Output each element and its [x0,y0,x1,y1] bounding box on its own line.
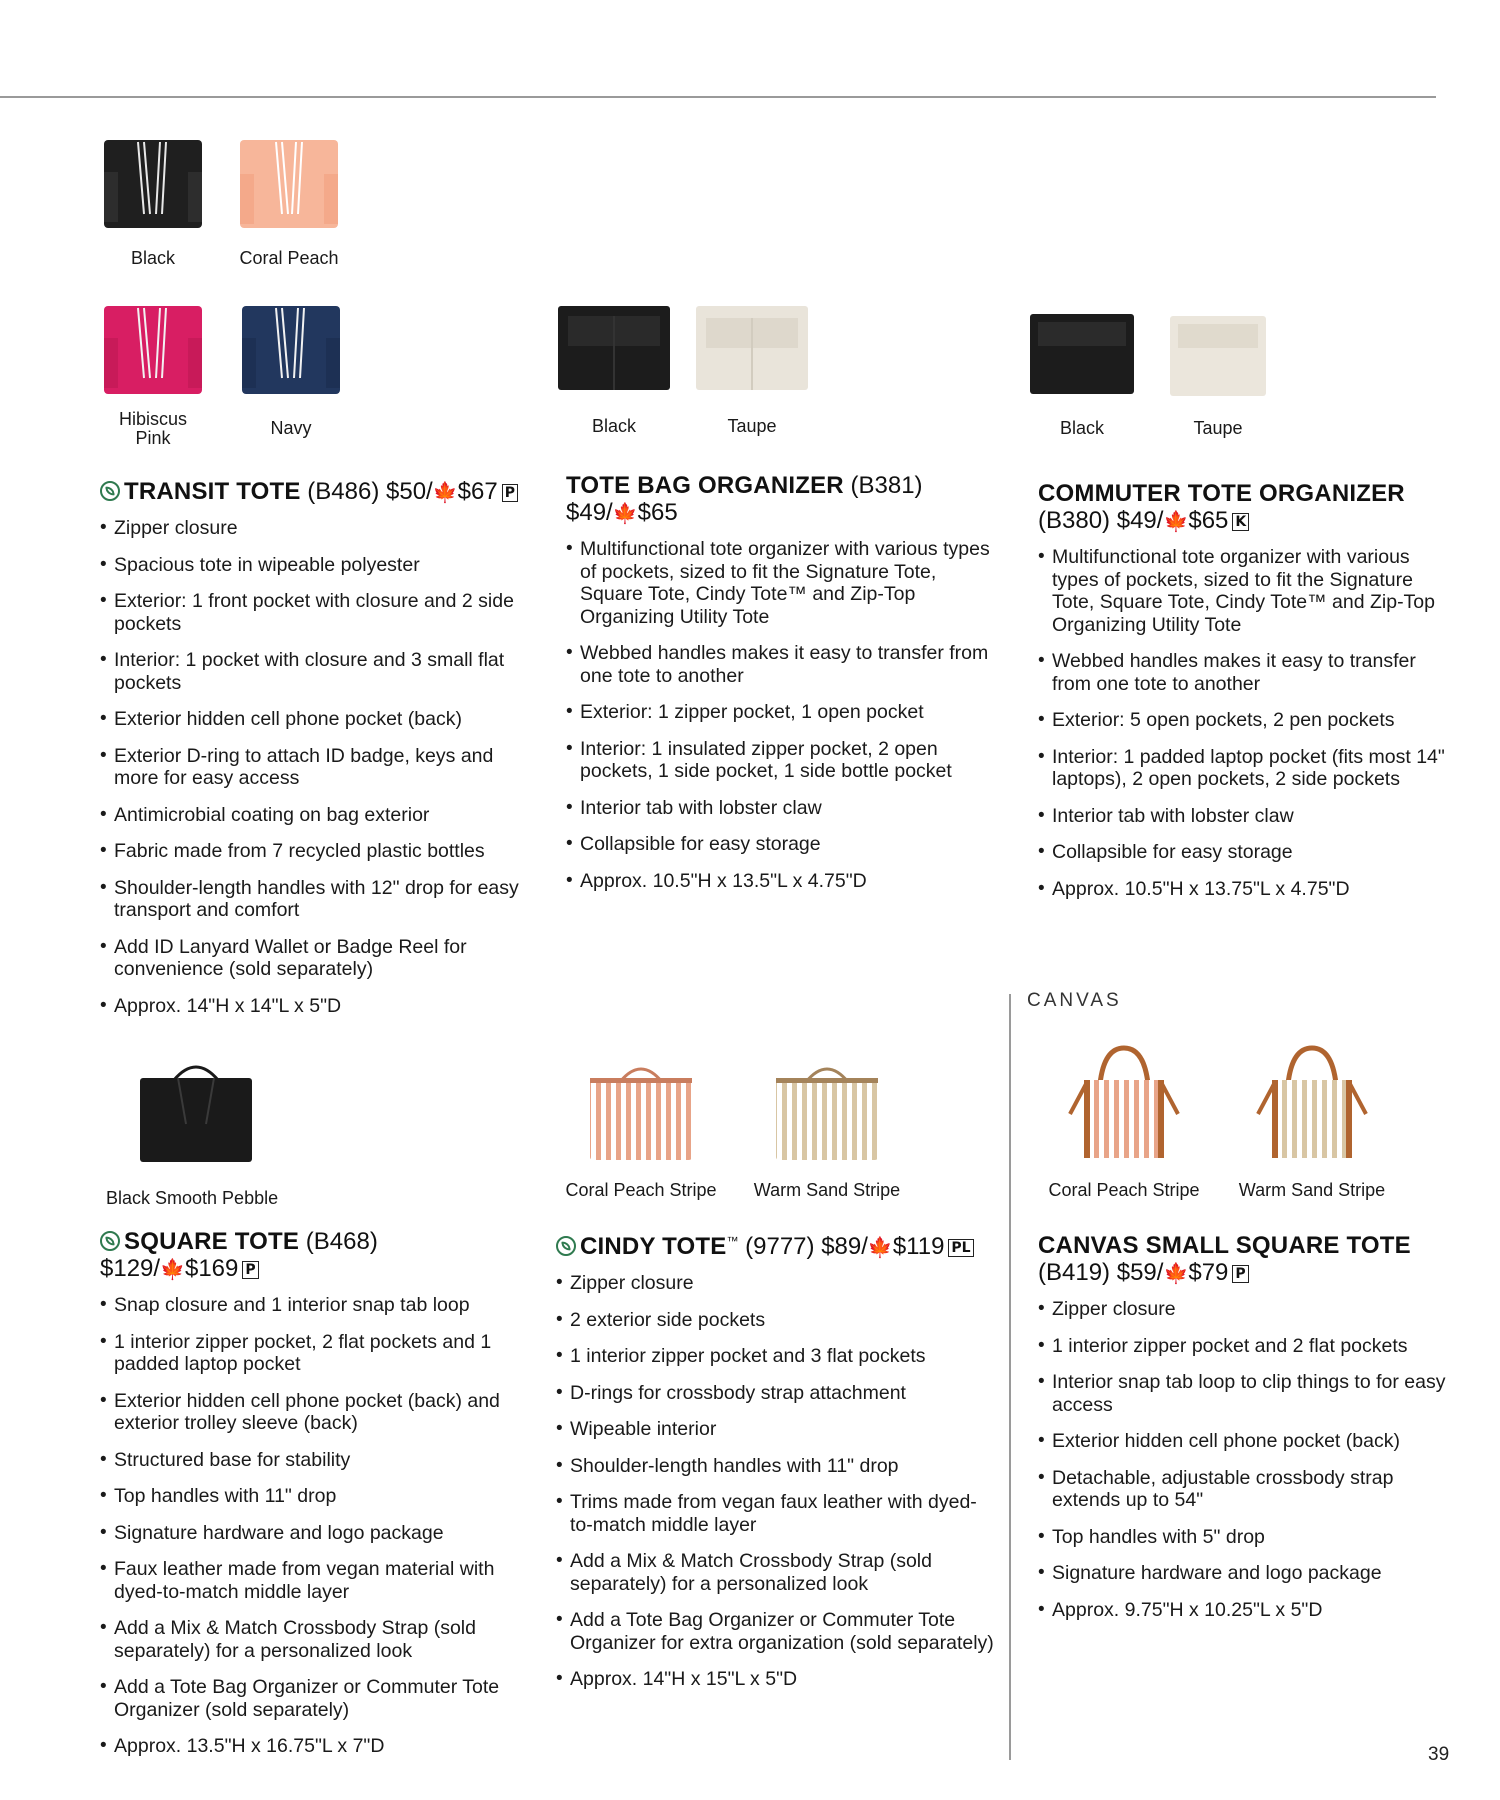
canvas-tote-coral-peach-stripe-image [1064,1044,1184,1162]
product-price: $49/ [1116,507,1164,534]
feature-bullet: • Approx. 10.5"H x 13.75"L x 4.75"D [1038,878,1458,901]
canvas-section-divider [1009,994,1011,1760]
feature-bullet: • Exterior: 5 open pockets, 2 pen pockets [1038,709,1458,732]
commuter-tote-organizer-black-image [1028,310,1136,396]
transit-tote-black-image [100,132,206,232]
feature-bullet: • 2 exterior side pockets [556,1309,996,1332]
feature-bullet: • Add ID Lanyard Wallet or Badge Reel for convenience (sold separately) [100,936,520,981]
feature-bullet: • Multifunctional tote organizer with various types of pockets, sized to fit the Signature Tote, Square Tote, Cindy Tote™ and Zip-Top Organizing Utility Tote [566,538,996,628]
cindy-tote-coral-peach-stripe-image [586,1056,696,1162]
feature-bullet: • 1 interior zipper pocket and 3 flat pockets [556,1345,996,1368]
cindy-tote-warm-sand-stripe-image [772,1056,882,1162]
eco-leaf-icon [556,1236,576,1256]
feature-bullet: • Interior: 1 pocket with closure and 3 small flat pockets [100,649,520,694]
swatch-canvas-warm-sand-stripe[interactable] [1238,1044,1386,1200]
swatch-transit-hibiscus-pink[interactable] [100,300,206,448]
transit-tote-hibiscus-pink-image [100,300,206,398]
feature-bullet: • Approx. 13.5"H x 16.75"L x 7"D [100,1735,520,1758]
feature-list [100,517,520,1017]
trademark-symbol: ™ [726,1234,739,1248]
product-square-tote [100,1228,520,1772]
feature-bullet: • Interior snap tab loop to clip things to for easy access [1038,1371,1458,1416]
feature-list [556,1272,996,1691]
top-divider [0,96,1436,98]
maple-leaf-icon: 🍁 [612,503,638,525]
maple-leaf-icon: 🍁 [1163,1263,1189,1285]
feature-bullet: • Zipper closure [556,1272,996,1295]
product-code: (B419) [1038,1259,1111,1286]
product-price: $59/ [1116,1259,1164,1286]
product-price-canada: $79 [1188,1259,1229,1286]
feature-bullet: • Wipeable interior [556,1418,996,1441]
swatch-label: Black Smooth Pebble [106,1188,279,1208]
swatch-cindy-warm-sand-stripe[interactable] [753,1056,901,1200]
personalization-badge: PL [948,1239,973,1257]
swatch-label: Navy [270,418,312,438]
product-name: SQUARE TOTE [124,1228,300,1255]
feature-bullet: • Exterior: 1 front pocket with closure and 2 side pockets [100,590,520,635]
personalization-badge: K [1232,513,1249,531]
feature-bullet: • Exterior: 1 zipper pocket, 1 open pocket [566,701,996,724]
canvas-tote-warm-sand-stripe-image [1252,1044,1372,1162]
product-price-canada: $65 [1188,507,1229,534]
page-number: 39 [1428,1744,1450,1765]
feature-bullet: • Webbed handles makes it easy to transfer from one tote to another [566,642,996,687]
feature-bullet: • 1 interior zipper pocket and 2 flat pockets [1038,1335,1458,1358]
swatch-transit-coral-peach[interactable] [236,134,342,268]
product-title [556,1228,996,1262]
feature-bullet: • Fabric made from 7 recycled plastic bottles [100,840,520,863]
feature-bullet: • Top handles with 11" drop [100,1485,520,1508]
feature-bullet: • Signature hardware and logo package [1038,1562,1458,1585]
product-price: $89/ [821,1233,868,1260]
feature-bullet: • Exterior hidden cell phone pocket (back) and exterior trolley sleeve (back) [100,1390,520,1435]
transit-tote-coral-peach-image [236,134,342,234]
swatch-canvas-coral-peach-stripe[interactable] [1048,1044,1200,1200]
feature-bullet: • Exterior D-ring to attach ID badge, keys and more for easy access [100,745,520,790]
feature-list [566,538,996,892]
swatch-label: Warm Sand Stripe [1238,1180,1386,1200]
square-tote-black-image [136,1064,256,1164]
swatch-label: Coral Peach Stripe [565,1180,717,1200]
product-title [1038,1232,1458,1288]
feature-bullet: • Top handles with 5" drop [1038,1526,1458,1549]
product-price-canada: $67 [457,478,498,505]
swatch-label: Taupe [1193,418,1243,438]
feature-bullet: • Spacious tote in wipeable polyester [100,554,520,577]
feature-bullet: • Approx. 9.75"H x 10.25"L x 5"D [1038,1599,1458,1622]
product-code: (9777) [745,1233,815,1260]
swatch-commuter-taupe[interactable] [1168,312,1268,438]
swatch-label: Black [591,416,636,436]
feature-bullet: • Interior tab with lobster claw [1038,805,1458,828]
feature-bullet: • Multifunctional tote organizer with various types of pockets, sized to fit the Signature Tote, Square Tote, Cindy Tote™ and Zip-Top Organizing Utility Tote [1038,546,1458,636]
feature-bullet: • Collapsible for easy storage [1038,841,1458,864]
feature-bullet: • Add a Mix & Match Crossbody Strap (sold separately) for a personalized look [100,1617,520,1662]
product-title [100,478,520,507]
swatch-label: Black [1059,418,1104,438]
product-title [566,472,996,528]
product-tote-bag-organizer [566,472,996,906]
feature-bullet: • Interior: 1 padded laptop pocket (fits most 14" laptops), 2 open pockets, 2 side pockets [1038,746,1458,791]
personalization-badge: P [1232,1265,1248,1283]
swatch-commuter-black[interactable] [1028,310,1136,438]
feature-bullet: • Interior tab with lobster claw [566,797,996,820]
feature-bullet: • Collapsible for easy storage [566,833,996,856]
product-price-canada: $119 [892,1233,945,1260]
product-code: (B380) [1038,507,1111,534]
maple-leaf-icon: 🍁 [432,482,458,504]
feature-bullet: • Structured base for stability [100,1449,520,1472]
feature-bullet: • Faux leather made from vegan material with dyed-to-match middle layer [100,1558,520,1603]
maple-leaf-icon: 🍁 [160,1259,185,1281]
feature-bullet: • Add a Mix & Match Crossbody Strap (sold separately) for a personalized look [556,1550,996,1595]
feature-bullet: • Shoulder-length handles with 12" drop for easy transport and comfort [100,877,520,922]
product-price: $49/ [566,499,613,526]
maple-leaf-icon: 🍁 [867,1237,893,1259]
product-code: (B468) [305,1228,378,1255]
product-name: CINDY TOTE [580,1233,727,1260]
feature-bullet: • Approx. 14"H x 14"L x 5"D [100,995,520,1018]
swatch-label: Taupe [727,416,777,436]
personalization-badge: P [502,484,518,502]
product-commuter-tote-organizer [1038,480,1458,914]
product-price-canada: $169 [184,1255,239,1282]
feature-bullet: • Zipper closure [1038,1298,1458,1321]
feature-bullet: • Detachable, adjustable crossbody strap extends up to 54" [1038,1467,1458,1512]
feature-bullet: • Snap closure and 1 interior snap tab loop [100,1294,520,1317]
feature-bullet: • Approx. 14"H x 15"L x 5"D [556,1668,996,1691]
eco-leaf-icon [100,1231,120,1251]
feature-bullet: • Exterior hidden cell phone pocket (back) [1038,1430,1458,1453]
feature-bullet: • Shoulder-length handles with 11" drop [556,1455,996,1478]
feature-bullet: • Trims made from vegan faux leather with dyed-to-match middle layer [556,1491,996,1536]
feature-bullet: • Zipper closure [100,517,520,540]
swatch-label: Hibiscus Pink [118,409,188,448]
feature-bullet: • Signature hardware and logo package [100,1522,520,1545]
eco-leaf-icon [100,481,120,501]
tote-bag-organizer-black-image [556,302,672,392]
product-price: $129/ [100,1255,161,1282]
swatch-transit-black[interactable] [100,132,206,268]
product-code: (B486) [307,478,380,505]
personalization-badge: P [242,1261,258,1279]
tote-bag-organizer-taupe-image [694,302,810,392]
swatch-cindy-coral-peach-stripe[interactable] [565,1056,717,1200]
product-name: COMMUTER TOTE ORGANIZER [1038,480,1405,507]
feature-bullet: • Add a Tote Bag Organizer or Commuter Tote Organizer for extra organization (sold separately) [556,1609,996,1654]
product-code: (B381) [850,472,923,499]
feature-bullet: • Interior: 1 insulated zipper pocket, 2 open pockets, 1 side pocket, 1 side bottle pocket [566,738,996,783]
swatch-label: Black [130,248,175,268]
swatch-label: Coral Peach [239,248,339,268]
feature-list [1038,546,1458,900]
swatch-label: Warm Sand Stripe [753,1180,901,1200]
feature-bullet: • 1 interior zipper pocket, 2 flat pockets and 1 padded laptop pocket [100,1331,520,1376]
swatch-organizer-taupe[interactable] [694,302,810,436]
swatch-organizer-black[interactable] [556,302,672,436]
product-price-canada: $65 [637,499,678,526]
product-title [100,1228,520,1284]
swatch-square-black-smooth-pebble[interactable] [106,1064,279,1208]
feature-bullet: • Antimicrobial coating on bag exterior [100,804,520,827]
product-name: CANVAS SMALL SQUARE TOTE [1038,1232,1411,1259]
swatch-label: Coral Peach Stripe [1048,1180,1200,1200]
product-canvas-small-square-tote [1038,1232,1458,1635]
feature-bullet: • D-rings for crossbody strap attachment [556,1382,996,1405]
feature-list [100,1294,520,1758]
section-label-canvas: CANVAS [1027,990,1122,1011]
product-price: $50/ [386,478,433,505]
product-title [1038,480,1458,536]
product-cindy-tote [556,1228,996,1705]
maple-leaf-icon: 🍁 [1163,511,1189,533]
feature-bullet: • Webbed handles makes it easy to transfer from one tote to another [1038,650,1458,695]
product-name: TRANSIT TOTE [124,478,301,505]
feature-bullet: • Exterior hidden cell phone pocket (back) [100,708,520,731]
commuter-tote-organizer-taupe-image [1168,312,1268,398]
feature-bullet: • Add a Tote Bag Organizer or Commuter Tote Organizer (sold separately) [100,1676,520,1721]
transit-tote-navy-image [238,300,344,398]
swatch-transit-navy[interactable] [238,300,344,438]
feature-list [1038,1298,1458,1621]
feature-bullet: • Approx. 10.5"H x 13.5"L x 4.75"D [566,870,996,893]
product-name: TOTE BAG ORGANIZER [566,472,844,499]
product-transit-tote [100,478,520,1031]
